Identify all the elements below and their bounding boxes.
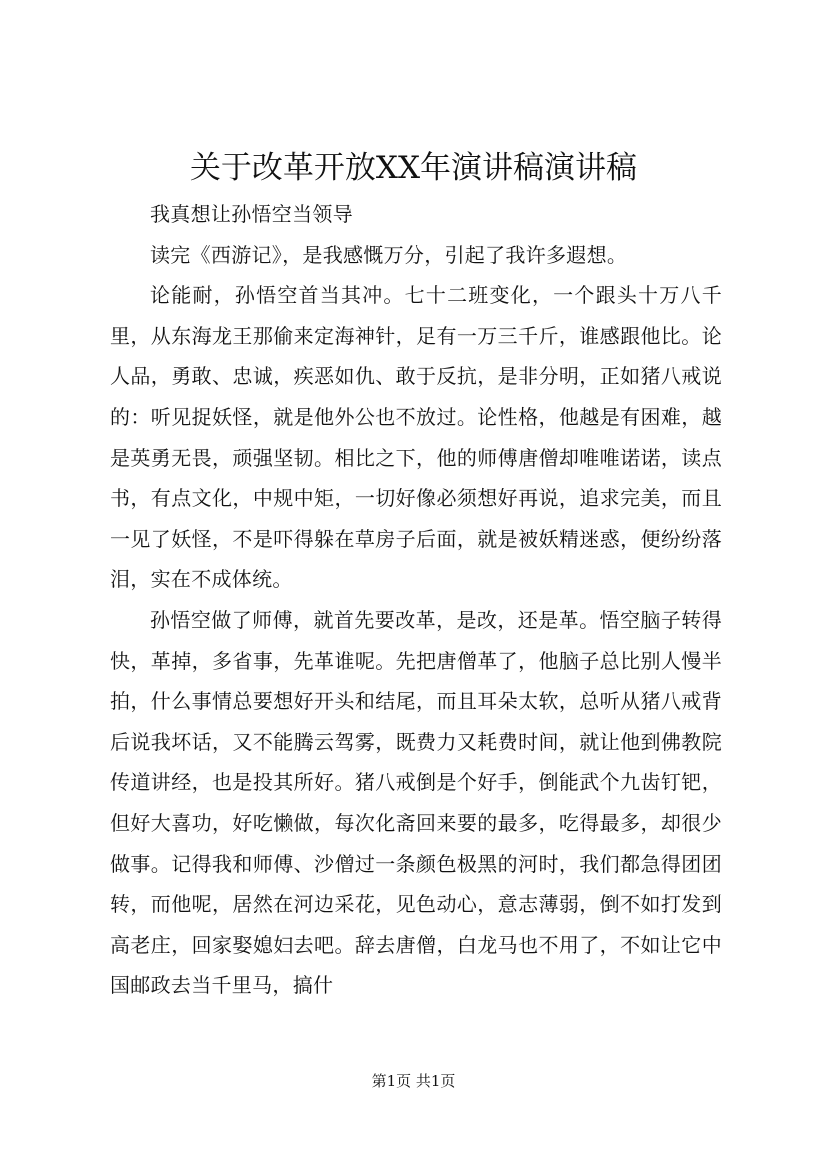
document-title: 关于改革开放XX年演讲稿演讲稿	[189, 150, 638, 186]
paragraph-heading-line: 我真想让孙悟空当领导	[150, 202, 353, 226]
paragraph-reform: 孙悟空做了师傅，就首先要改革，是改，还是革。悟空脑子转得快，革掉，多省事，先革谁呢。先把唐僧革了，他脑子总比别人慢半拍，什么事情总要想好开头和结尾，而且耳朵太软，总听从猪八戒背后说我坏话，又不能腾云驾雾，既费力又耗费时间，就让他到佛教院传道讲经，也是投其所好。猪八戒倒是个好手，倒能武个九齿钉钯，但好大喜功，好吃懒做，每次化斋回来要的最多，吃得最多，却很少做事。记得我和师傅、沙僧过一条颜色极黑的河时，我们都急得团团转，而他呢，居然在河边采花，见色动心，意志薄弱，倒不如打发到高老庄，回家娶媳妇去吧。辞去唐僧，白龙马也不用了，不如让它中国邮政去当千里马，搞什	[110, 607, 722, 998]
page-footer: 第1页 共1页	[371, 1072, 456, 1090]
paragraph-ability: 论能耐，孙悟空首当其冲。七十二班变化，一个跟头十万八千里，从东海龙王那偷来定海神针，足有一万三千斤，谁感跟他比。论人品，勇敢、忠诚，疾恶如仇、敢于反抗，是非分明，正如猪八戒说的：听见捉妖怪，就是他外公也不放过。论性格，他越是有困难，越是英勇无畏，顽强坚韧。相比之下，他的师傅唐僧却唯唯诺诺，读点书，有点文化，中规中矩，一切好像必须想好再说，追求完美，而且一见了妖怪，不是吓得躲在草房子后面，就是被妖精迷惑，便纷纷落泪，实在不成体统。	[110, 283, 722, 592]
paragraph-intro: 读完《西游记》，是我感慨万分，引起了我许多遐想。	[150, 242, 628, 267]
document-body	[110, 194, 722, 1006]
